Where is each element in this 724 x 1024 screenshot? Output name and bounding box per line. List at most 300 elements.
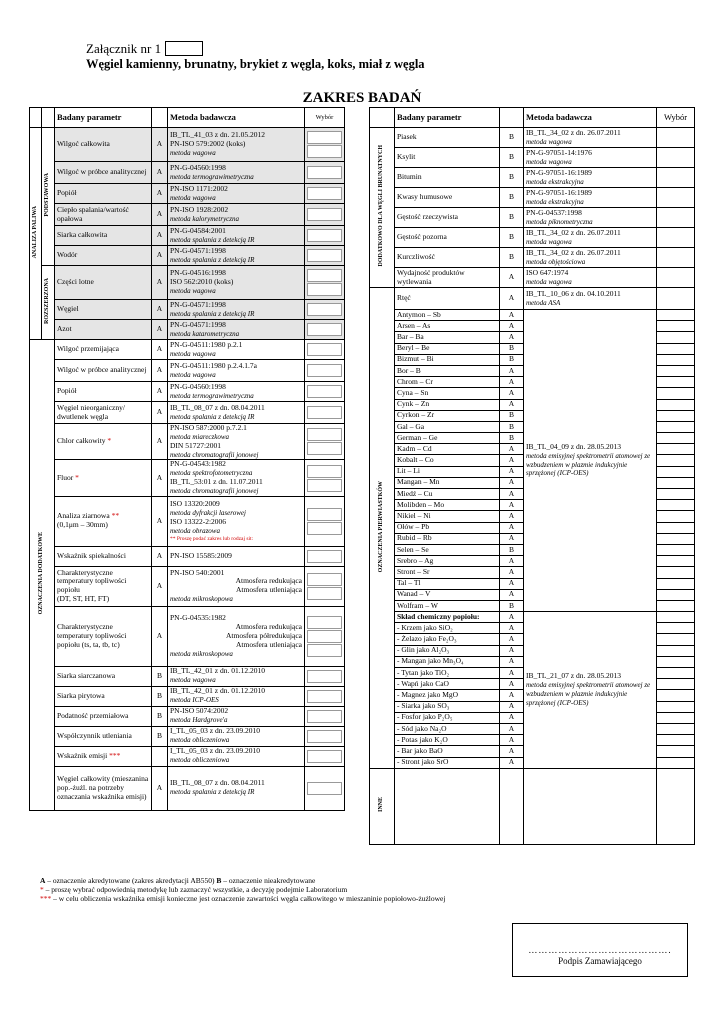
- method-text: IB_TL_21_07 z dn. 28.05.2013: [526, 671, 621, 681]
- choice-cell: [305, 128, 345, 162]
- method-cell: [168, 402, 305, 424]
- param-cell: [55, 546, 152, 566]
- method-cell: [168, 204, 305, 226]
- accreditation-cell: [500, 522, 524, 533]
- accreditation-text: A: [508, 376, 515, 386]
- param-text: Bor – B: [397, 365, 421, 375]
- choice-cell[interactable]: [657, 288, 695, 310]
- table-row: [30, 686, 345, 706]
- choice-checkbox[interactable]: [307, 730, 342, 743]
- choice-checkbox[interactable]: [307, 187, 342, 200]
- method-cell[interactable]: [524, 768, 657, 844]
- accreditation-cell: [500, 310, 524, 321]
- accreditation-cell: [500, 332, 524, 343]
- table-row: [30, 546, 345, 566]
- accreditation-cell: [500, 268, 524, 288]
- method-cell: [524, 128, 657, 148]
- choice-checkbox[interactable]: [307, 249, 342, 262]
- choice-cell[interactable]: [657, 612, 695, 623]
- choice-cell[interactable]: [657, 354, 695, 365]
- method-text: IB_TL_34_02 z dn. 26.07.2011: [526, 127, 621, 137]
- param-cell: [55, 320, 152, 340]
- choice-cell[interactable]: [657, 168, 695, 188]
- table-row: [30, 726, 345, 746]
- accreditation-cell: [152, 360, 168, 382]
- param-cell: [55, 246, 152, 266]
- accreditation-text: A: [508, 488, 515, 498]
- choice-cell[interactable]: [657, 377, 695, 388]
- method-line: [170, 173, 302, 182]
- choice-cell[interactable]: [657, 522, 695, 533]
- choice-cell[interactable]: [657, 148, 695, 168]
- choice-cell[interactable]: [657, 567, 695, 578]
- param-star: *: [107, 436, 112, 446]
- param-text: Kwasy humusowe: [397, 192, 453, 202]
- choice-cell[interactable]: [657, 388, 695, 399]
- legend-line-2: * – proszę wybrać odpowiednią metodykę lub zaznaczyć wszystkie, a decyzję podejmie Laboratorium: [40, 885, 348, 894]
- choice-cell[interactable]: [657, 268, 695, 288]
- choice-cell[interactable]: [657, 310, 695, 321]
- method-line: [170, 287, 302, 296]
- accreditation-text: B: [508, 192, 514, 202]
- param-cell: [55, 460, 152, 496]
- method-line: [170, 779, 302, 788]
- param-text: Gal – Ga: [397, 421, 425, 431]
- group-wegle-brunatne: [370, 128, 395, 288]
- group-inne-label: INNE: [378, 797, 385, 813]
- accreditation-cell: [500, 623, 524, 634]
- param-text: Bizmut – Bi: [397, 354, 434, 364]
- method-cell: [168, 320, 305, 340]
- param-text: Antymon – Sb: [397, 309, 441, 319]
- param-cell: [395, 544, 500, 555]
- choice-cell[interactable]: [657, 511, 695, 522]
- choice-cell: [305, 666, 345, 686]
- param-subtext: (DT, ST, HT, FT): [57, 594, 110, 604]
- accreditation-cell: [500, 228, 524, 248]
- accreditation-cell: [500, 388, 524, 399]
- choice-cell[interactable]: [657, 444, 695, 455]
- choice-cell[interactable]: [657, 645, 695, 656]
- method-text: PN-G-04560:1998: [170, 381, 226, 391]
- method-line: [170, 696, 302, 705]
- choice-checkbox[interactable]: [307, 269, 342, 282]
- table-row: [30, 184, 345, 204]
- method-line: [170, 194, 302, 203]
- param-text: Chrom – Cr: [397, 376, 433, 386]
- accreditation-text: A: [156, 550, 163, 560]
- choice-cell[interactable]: [657, 656, 695, 667]
- choice-cell[interactable]: [657, 332, 695, 343]
- accreditation-text: A: [156, 365, 163, 375]
- choice-cell[interactable]: [657, 433, 695, 444]
- choice-checkbox[interactable]: [307, 406, 342, 419]
- param-cell: [395, 712, 500, 723]
- param-cell: [395, 388, 500, 399]
- choice-checkbox[interactable]: [307, 145, 342, 158]
- group-analiza-paliwa-label: ANALIZA PALIWA: [31, 205, 38, 259]
- table-row: [30, 566, 345, 606]
- choice-cell: [305, 204, 345, 226]
- method-text: metoda mikroskopowa: [170, 649, 233, 658]
- choice-cell[interactable]: [657, 410, 695, 421]
- method-cell: [168, 496, 305, 546]
- choice-cell[interactable]: [657, 768, 695, 844]
- method-line: [526, 129, 654, 138]
- choice-cell[interactable]: [657, 544, 695, 555]
- choice-checkbox[interactable]: [307, 690, 342, 703]
- accreditation-text: A: [156, 515, 163, 525]
- param-text: Siarka całkowita: [57, 230, 108, 240]
- method-text: metoda wagowa: [170, 676, 216, 685]
- group-analiza-paliwa: [30, 128, 42, 340]
- method-text: metoda obliczeniowa: [170, 756, 230, 765]
- param-cell: [395, 399, 500, 410]
- param-text: - Glin jako Al₂O₃: [397, 645, 450, 655]
- choice-cell[interactable]: [657, 343, 695, 354]
- choice-cell[interactable]: [657, 634, 695, 645]
- choice-checkbox[interactable]: [307, 750, 342, 763]
- choice-cell: [305, 546, 345, 566]
- method-text: IB_TL_10_06 z dn. 04.10.2011: [526, 288, 621, 298]
- choice-cell[interactable]: [657, 578, 695, 589]
- accreditation-cell: [152, 424, 168, 460]
- group-wegle-brunatne-label: DODATKOWO DLA WĘGLI BRUNATNYCH: [378, 145, 385, 267]
- accreditation-text: A: [156, 630, 163, 640]
- method-text: PN-ISO 1171:2002: [170, 183, 228, 193]
- param-text: Podatność przemiałowa: [57, 710, 129, 720]
- method-text: Atmosfera redukująca: [235, 621, 302, 631]
- accreditation-cell: [152, 204, 168, 226]
- ash-header-text: Skład chemiczny popiołu:: [397, 611, 480, 621]
- group-oznaczenia-pierwiastkow-label: OZNACZENIA PIERWIASTKÓW: [378, 480, 385, 573]
- choice-checkbox[interactable]: [307, 630, 342, 643]
- param-cell: [395, 248, 500, 268]
- choice-cell[interactable]: [657, 556, 695, 567]
- param-cell: [395, 421, 500, 432]
- accreditation-cell: [152, 566, 168, 606]
- accreditation-cell: [500, 466, 524, 477]
- accreditation-cell: [152, 340, 168, 360]
- accreditation-cell: [152, 706, 168, 726]
- choice-checkbox[interactable]: [307, 782, 342, 795]
- choice-cell[interactable]: [657, 489, 695, 500]
- accreditation-cell: [500, 288, 524, 310]
- accreditation-cell: [500, 656, 524, 667]
- method-line: [170, 667, 302, 676]
- method-text: metoda ekstrakcyjna: [526, 177, 584, 186]
- method-text: metoda wagowa: [526, 237, 572, 246]
- method-cell: [168, 666, 305, 686]
- choice-checkbox[interactable]: [307, 573, 342, 586]
- param-cell: [55, 266, 152, 300]
- method-cell: [524, 148, 657, 168]
- choice-checkbox[interactable]: [307, 550, 342, 563]
- choice-cell: [305, 566, 345, 606]
- method-line: [170, 716, 302, 725]
- method-text: metoda obliczeniowa: [170, 736, 230, 745]
- choice-cell[interactable]: [657, 723, 695, 734]
- choice-checkbox[interactable]: [307, 616, 342, 629]
- table-row: [370, 168, 695, 188]
- accreditation-text: A: [508, 293, 515, 303]
- choice-cell[interactable]: [657, 477, 695, 488]
- method-line: [170, 586, 302, 595]
- table-row: [30, 320, 345, 340]
- accreditation-text: B: [508, 544, 514, 554]
- method-line: [170, 500, 302, 509]
- method-cell: [168, 546, 305, 566]
- choice-checkbox[interactable]: [307, 229, 342, 242]
- method-line: [526, 138, 654, 147]
- method-line: [526, 290, 654, 299]
- accreditation-text: A: [508, 656, 515, 666]
- accreditation-cell: [152, 128, 168, 162]
- table-row: [30, 402, 345, 424]
- accreditation-text: A: [156, 188, 163, 198]
- method-text: PN-ISO 587:2000 p.7.2.1: [170, 423, 247, 432]
- choice-cell[interactable]: [657, 600, 695, 611]
- method-cell: [168, 686, 305, 706]
- method-text: metoda wagowa: [526, 157, 572, 166]
- method-text: metoda wagowa: [170, 286, 216, 295]
- method-cell: [168, 226, 305, 246]
- method-line: [170, 487, 302, 496]
- accreditation-cell: [500, 399, 524, 410]
- choice-cell[interactable]: [657, 623, 695, 634]
- accreditation-text: A: [156, 209, 163, 219]
- method-line: [170, 164, 302, 173]
- choice-checkbox[interactable]: [307, 522, 342, 535]
- choice-cell[interactable]: [657, 228, 695, 248]
- accreditation-text: A: [508, 455, 515, 465]
- choice-cell[interactable]: [657, 701, 695, 712]
- choice-checkbox[interactable]: [307, 710, 342, 723]
- choice-cell[interactable]: [657, 466, 695, 477]
- group-inne: [370, 768, 395, 844]
- accreditation-cell: [500, 556, 524, 567]
- param-text: Ołów – Pb: [397, 522, 430, 532]
- accreditation-text: B: [508, 600, 514, 610]
- choice-cell[interactable]: [657, 746, 695, 757]
- method-text: IB_TL_42_01 z dn. 01.12.2010: [170, 686, 265, 696]
- method-line: [170, 350, 302, 359]
- method-cell: [168, 726, 305, 746]
- accreditation-cell: [152, 246, 168, 266]
- param-cell: [395, 489, 500, 500]
- method-text: PN-G-04535:1982: [170, 613, 226, 623]
- accreditation-text: A: [508, 578, 515, 588]
- param-text: Cyrkon – Zr: [397, 410, 435, 420]
- method-line: [170, 310, 302, 319]
- method-line: [170, 392, 302, 401]
- param-text: Węgiel: [57, 304, 79, 314]
- method-line: [526, 189, 654, 198]
- param-cell: [55, 402, 152, 424]
- choice-checkbox[interactable]: [307, 208, 342, 221]
- method-text: metoda spalania z detekcją IR: [170, 309, 255, 318]
- method-text: IB_TL_41_03 z dn. 21.05.2012: [170, 130, 265, 140]
- col-method-header: Metoda badawcza: [168, 108, 305, 128]
- method-line: [170, 788, 302, 797]
- accreditation-cell: [500, 354, 524, 365]
- method-line: [170, 321, 302, 330]
- choice-cell: [305, 300, 345, 320]
- accreditation-text: A: [508, 745, 515, 755]
- choice-cell: [305, 424, 345, 460]
- method-line: [170, 747, 302, 756]
- method-line: [170, 404, 302, 413]
- choice-cell[interactable]: [657, 248, 695, 268]
- method-cell: [524, 168, 657, 188]
- choice-checkbox[interactable]: [307, 385, 342, 398]
- choice-cell[interactable]: [657, 365, 695, 376]
- choice-cell[interactable]: [657, 757, 695, 768]
- choice-cell[interactable]: [657, 712, 695, 723]
- method-line: [170, 371, 302, 380]
- choice-checkbox[interactable]: [307, 323, 342, 336]
- choice-checkbox[interactable]: [307, 364, 342, 377]
- method-cell: [168, 706, 305, 726]
- param-text: Tal – Tl: [397, 578, 421, 588]
- col-choice-header-right: Wybór: [657, 108, 695, 128]
- accreditation-text: A: [508, 634, 515, 644]
- choice-cell[interactable]: [657, 668, 695, 679]
- choice-checkbox[interactable]: [307, 131, 342, 144]
- method-cell: [168, 360, 305, 382]
- choice-cell: [305, 766, 345, 810]
- method-line: [526, 169, 654, 178]
- table-row: [30, 360, 345, 382]
- choice-cell[interactable]: [657, 128, 695, 148]
- page-title: ZAKRES BADAŃ: [302, 90, 422, 106]
- col-param-header-right: Badany parametr: [395, 108, 500, 128]
- param-text: Kobalt – Co: [397, 455, 434, 465]
- accreditation-text: B: [156, 710, 162, 720]
- param-cell: [395, 522, 500, 533]
- choice-cell: [305, 226, 345, 246]
- method-text: PN-G-97051-16:1989: [526, 187, 592, 197]
- table-row: [370, 228, 695, 248]
- method-text: metoda wagowa: [170, 370, 216, 379]
- accreditation-cell: [500, 321, 524, 332]
- choice-cell[interactable]: [657, 421, 695, 432]
- accreditation-cell: [500, 477, 524, 488]
- method-text: DIN 51727:2001: [170, 440, 222, 450]
- choice-cell[interactable]: [657, 500, 695, 511]
- choice-cell[interactable]: [657, 589, 695, 600]
- param-text: Kurczliwość: [397, 252, 435, 262]
- choice-cell: [305, 246, 345, 266]
- choice-checkbox[interactable]: [307, 587, 342, 600]
- choice-cell[interactable]: [657, 188, 695, 208]
- method-text: metoda Hardgrove'a: [170, 716, 228, 725]
- method-cell: [168, 300, 305, 320]
- method-text: ISO 647:1974: [526, 267, 569, 277]
- method-text: metoda spalania z detekcją IR: [170, 412, 255, 421]
- method-line: [170, 478, 302, 487]
- method-text: metoda piknometryczna: [526, 217, 593, 226]
- param-cell: [395, 623, 500, 634]
- accreditation-cell: [500, 444, 524, 455]
- choice-checkbox[interactable]: [307, 166, 342, 179]
- attachment-number-box[interactable]: [165, 41, 203, 56]
- method-text: Atmosfera redukująca: [235, 576, 302, 586]
- accreditation-text: A: [508, 477, 515, 487]
- signature-box[interactable]: [512, 923, 688, 977]
- method-line: [170, 424, 302, 433]
- choice-cell[interactable]: [657, 735, 695, 746]
- choice-cell[interactable]: [657, 208, 695, 228]
- accreditation-cell: [152, 746, 168, 766]
- choice-cell[interactable]: [657, 533, 695, 544]
- param-text: Stront – Sr: [397, 566, 430, 576]
- param-text: Ciepło spalania/wartość opałowa: [57, 204, 129, 223]
- col-choice-header: Wybór: [305, 108, 345, 128]
- accreditation-text: A: [156, 139, 163, 149]
- param-text: Cyna – Sn: [397, 387, 429, 397]
- param-cell[interactable]: [395, 768, 500, 844]
- param-cell: [395, 444, 500, 455]
- accreditation-cell: [500, 757, 524, 768]
- accreditation-text: B: [508, 252, 514, 262]
- param-text: Siarka siarczanowa: [57, 670, 116, 680]
- accreditation-cell: [152, 666, 168, 686]
- param-cell: [395, 410, 500, 421]
- method-text: metoda wagowa: [170, 193, 216, 202]
- choice-cell[interactable]: [657, 690, 695, 701]
- param-text: Chlor całkowity: [57, 436, 106, 446]
- method-line: [170, 256, 302, 265]
- choice-checkbox[interactable]: [307, 428, 342, 441]
- param-text: Wilgoć w próbce analitycznej: [57, 167, 147, 177]
- param-cell: [395, 746, 500, 757]
- accreditation-text: B: [508, 343, 514, 353]
- choice-checkbox[interactable]: [307, 303, 342, 316]
- method-cell: [168, 246, 305, 266]
- accreditation-text: A: [508, 272, 515, 282]
- choice-checkbox[interactable]: [307, 644, 342, 657]
- accreditation-text: A: [156, 386, 163, 396]
- choice-cell[interactable]: [657, 679, 695, 690]
- accreditation-text: B: [508, 410, 514, 420]
- choice-checkbox[interactable]: [307, 343, 342, 356]
- accreditation-cell: [152, 726, 168, 746]
- choice-checkbox[interactable]: [307, 442, 342, 455]
- choice-cell[interactable]: [657, 399, 695, 410]
- method-line: [526, 229, 654, 238]
- choice-cell[interactable]: [657, 455, 695, 466]
- method-text: metoda emisyjnej spektrometrii atomowej ze wzbudzeniem w plazmie indukcyjnie sprzężonej (ICP-OES): [526, 681, 651, 707]
- accreditation-text: A: [508, 690, 515, 700]
- param-cell: [395, 634, 500, 645]
- method-cell: [524, 612, 657, 769]
- choice-checkbox[interactable]: [307, 465, 342, 478]
- accreditation-text: B: [508, 354, 514, 364]
- choice-checkbox[interactable]: [307, 283, 342, 296]
- param-text: Analiza ziarnowa: [57, 511, 110, 521]
- choice-cell: [305, 496, 345, 546]
- choice-checkbox[interactable]: [307, 479, 342, 492]
- method-text: metoda katarometryczna: [170, 329, 240, 338]
- choice-checkbox[interactable]: [307, 670, 342, 683]
- param-text: Cynk – Zn: [397, 399, 430, 409]
- choice-cell[interactable]: [657, 321, 695, 332]
- param-text: - Magnez jako MgO: [397, 690, 459, 700]
- choice-checkbox[interactable]: [307, 508, 342, 521]
- accreditation-cell: [500, 489, 524, 500]
- method-line: [170, 278, 302, 287]
